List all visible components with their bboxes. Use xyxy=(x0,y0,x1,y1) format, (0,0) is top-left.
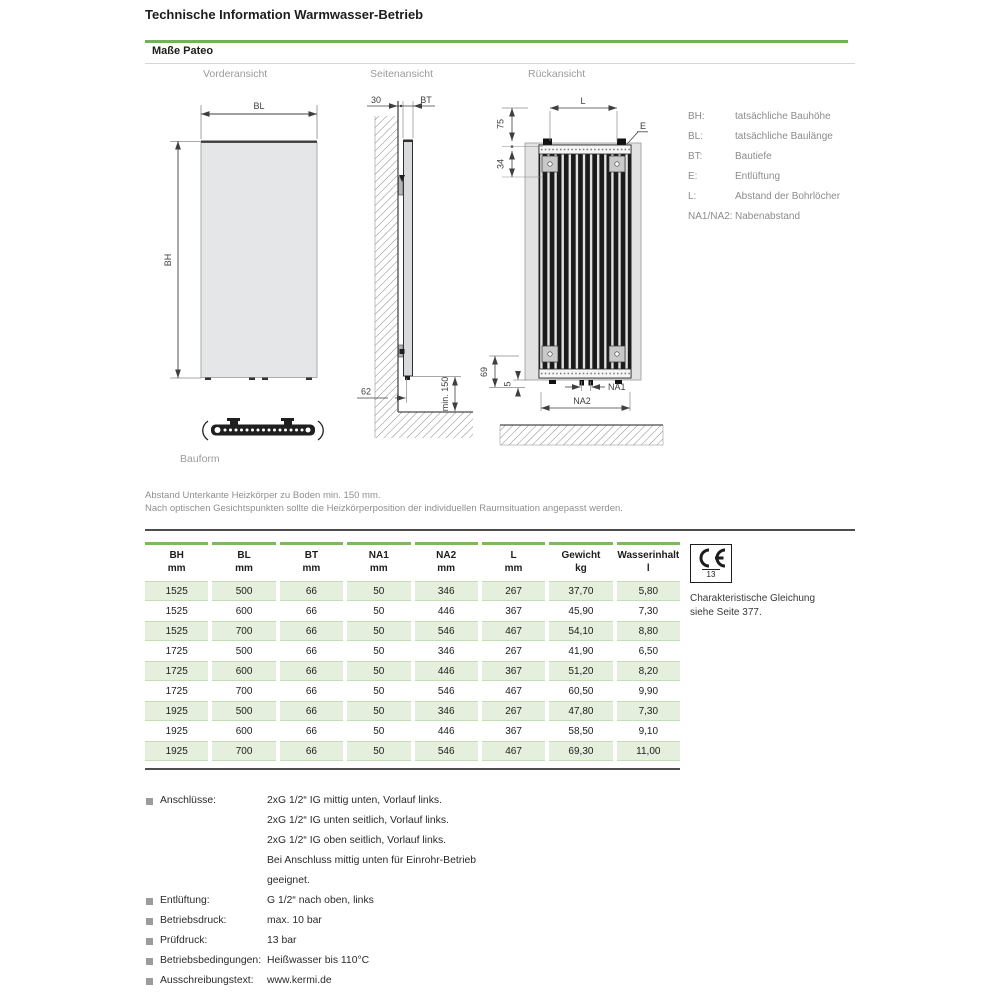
table-cell: 50 xyxy=(373,725,385,737)
table-cell: 50 xyxy=(347,621,410,641)
col-label: BL xyxy=(237,550,251,561)
spec-values xyxy=(267,791,476,891)
table-cell: 346 xyxy=(437,645,455,657)
table-cell: 1525 xyxy=(145,581,208,601)
col-label: Wasserinhalt xyxy=(617,550,680,561)
legend-item xyxy=(688,110,840,123)
col-header-na1 xyxy=(347,542,410,581)
spec-item-betriebsbedingungen xyxy=(145,951,476,971)
table-cell: 51,20 xyxy=(549,661,612,681)
table-cell: 367 xyxy=(505,605,522,617)
table-cell: 50 xyxy=(347,701,410,721)
spec-value-line: 13 bar xyxy=(267,935,297,946)
table-cell: 267 xyxy=(482,701,545,721)
spec-value-line: Bei Anschluss mittig unten für Einrohr-Betrieb xyxy=(267,855,477,866)
spec-value-line: Heißwasser bis 110°C xyxy=(267,955,370,966)
spec-item-entlueftung xyxy=(145,891,476,911)
rear-view-drawing xyxy=(479,96,663,445)
gray-rule xyxy=(145,63,855,64)
col-header-bt xyxy=(280,542,343,581)
table-row xyxy=(145,621,680,641)
legend-item xyxy=(688,130,840,143)
table-cell: 45,90 xyxy=(568,605,594,617)
col-unit: mm xyxy=(437,563,456,574)
section-title: Maße Pateo xyxy=(152,45,214,57)
table-cell: 1925 xyxy=(145,741,208,761)
table-cell: 50 xyxy=(373,605,385,617)
legend-abbr: NA1/NA2: xyxy=(688,211,733,222)
table-row xyxy=(145,721,680,741)
bauform-drawing xyxy=(180,418,323,465)
spec-value-line: geeignet. xyxy=(267,875,310,886)
table-cell: 66 xyxy=(280,621,343,641)
table-cell: 446 xyxy=(415,661,478,681)
table-top-rule xyxy=(145,529,855,531)
legend-item xyxy=(688,190,840,203)
table-cell: 9,10 xyxy=(638,725,659,737)
dimensions-table xyxy=(141,542,684,761)
col-header-wasserinhalt xyxy=(617,542,680,581)
table-cell: 69,30 xyxy=(549,741,612,761)
front-view-label: Vorderansicht xyxy=(203,68,268,80)
col-label: NA1 xyxy=(368,550,389,561)
bauform-label: Bauform xyxy=(180,453,220,465)
legend-text: Nabenabstand xyxy=(735,211,801,222)
dim-label-69: 69 xyxy=(479,366,489,378)
table-row xyxy=(145,741,680,761)
legend-abbr: BT: xyxy=(688,151,703,162)
spec-label: Ausschreibungstext: xyxy=(160,975,254,986)
ce-note-line: Charakteristische Gleichung xyxy=(690,593,816,604)
col-unit: mm xyxy=(504,563,523,574)
side-view-drawing xyxy=(357,95,473,438)
specs-list xyxy=(145,791,476,991)
side-view-label: Seitenansicht xyxy=(370,68,434,80)
rear-view-label: Rückansicht xyxy=(528,68,586,80)
spec-item-pruefdruck xyxy=(145,931,476,951)
table-cell: 700 xyxy=(212,621,275,641)
table-cell: 367 xyxy=(482,661,545,681)
col-unit: mm xyxy=(167,563,186,574)
table-cell: 1725 xyxy=(145,661,208,681)
table-row xyxy=(145,701,680,721)
col-unit: mm xyxy=(369,563,388,574)
table-cell: 546 xyxy=(415,621,478,641)
col-header-gewicht xyxy=(549,542,612,581)
col-header-na2 xyxy=(415,542,478,581)
table-cell: 7,30 xyxy=(617,701,680,721)
col-label: Gewicht xyxy=(561,550,601,561)
legend-text: Abstand der Bohrlöcher xyxy=(735,191,841,202)
table-cell: 58,50 xyxy=(568,725,594,737)
spec-label: Betriebsdruck: xyxy=(160,915,227,926)
table-cell: 37,70 xyxy=(549,581,612,601)
table-cell: 546 xyxy=(415,741,478,761)
dim-label-75: 75 xyxy=(495,118,506,130)
col-header-bh xyxy=(145,542,208,581)
ce-note-line: siehe Seite 377. xyxy=(690,606,762,618)
dim-label-bt: BT xyxy=(420,95,432,105)
dim-label-5: 5 xyxy=(502,381,513,387)
table-cell: 8,80 xyxy=(617,621,680,641)
legend-text: tatsächliche Bauhöhe xyxy=(735,111,831,122)
col-header-bl xyxy=(212,542,275,581)
legend-abbr: BH: xyxy=(688,111,705,122)
note-line: Abstand Unterkante Heizkörper zu Boden min. 150 mm. xyxy=(145,490,381,501)
dim-label-l: L xyxy=(580,96,586,106)
legend-abbr: BL: xyxy=(688,131,704,142)
table-cell: 367 xyxy=(505,725,522,737)
table-cell: 7,30 xyxy=(638,605,659,617)
table-row xyxy=(145,641,680,661)
table-cell: 346 xyxy=(415,581,478,601)
col-unit: l xyxy=(646,563,650,574)
table-row xyxy=(145,601,680,621)
page-title: Technische Information Warmwasser-Betrieb xyxy=(145,7,424,22)
technical-drawing xyxy=(145,93,680,471)
table-cell: 600 xyxy=(235,605,253,617)
table-cell: 600 xyxy=(212,661,275,681)
table-cell: 11,00 xyxy=(617,741,680,761)
table-cell: 500 xyxy=(212,701,275,721)
dim-label-bh: BH xyxy=(163,253,173,267)
table-cell: 5,80 xyxy=(617,581,680,601)
legend-abbr: L: xyxy=(688,191,697,202)
spec-value-line: www.kermi.de xyxy=(267,975,332,986)
ce-number: 13 xyxy=(702,569,721,579)
spec-label: Prüfdruck: xyxy=(160,935,208,946)
square-bullet-icon xyxy=(146,938,153,945)
table-cell: 500 xyxy=(235,645,253,657)
table-cell: 47,80 xyxy=(549,701,612,721)
table-cell: 1725 xyxy=(165,685,188,697)
square-bullet-icon xyxy=(146,918,153,925)
spec-value-line: 2xG 1/2“ IG oben seitlich, Vorlauf links. xyxy=(267,835,447,846)
spec-label: Anschlüsse: xyxy=(160,795,217,806)
col-header-l xyxy=(482,542,545,581)
col-label: BT xyxy=(304,550,319,561)
table-cell: 8,20 xyxy=(617,661,680,681)
table-cell: 9,90 xyxy=(638,685,659,697)
col-unit: mm xyxy=(302,563,321,574)
legend-text: Bautiefe xyxy=(735,151,772,162)
table-cell: 700 xyxy=(212,741,275,761)
front-view-drawing xyxy=(163,101,317,380)
table-cell: 1925 xyxy=(165,725,188,737)
table-row xyxy=(145,581,680,601)
dim-label-min150: min. 150 xyxy=(440,376,450,412)
square-bullet-icon xyxy=(146,958,153,965)
table-cell: 66 xyxy=(305,645,317,657)
square-bullet-icon xyxy=(146,978,153,985)
table-cell: 1525 xyxy=(165,605,188,617)
table-cell: 267 xyxy=(482,581,545,601)
table-cell: 66 xyxy=(280,701,343,721)
table-cell: 1725 xyxy=(165,645,188,657)
table-header-row xyxy=(145,542,680,581)
table-cell: 41,90 xyxy=(568,645,594,657)
table-cell: 66 xyxy=(280,741,343,761)
legend-abbr: E: xyxy=(688,171,698,182)
table-cell: 700 xyxy=(235,685,253,697)
table-cell: 66 xyxy=(305,605,317,617)
ce-logo-icon xyxy=(696,547,726,569)
table-cell: 467 xyxy=(505,685,522,697)
table-cell: 6,50 xyxy=(638,645,659,657)
legend-text: tatsächliche Baulänge xyxy=(735,131,833,142)
square-bullet-icon xyxy=(146,898,153,905)
ce-note xyxy=(690,592,815,619)
legend-text: Entlüftung xyxy=(735,171,781,182)
table-cell: 54,10 xyxy=(549,621,612,641)
spec-value-line: 2xG 1/2“ IG mittig unten, Vorlauf links. xyxy=(267,795,442,806)
table-cell: 66 xyxy=(280,581,343,601)
legend-item xyxy=(688,210,840,223)
spec-label: Betriebsbedingungen: xyxy=(160,955,262,966)
dim-label-na2: NA2 xyxy=(573,396,591,406)
table-cell: 66 xyxy=(280,661,343,681)
dim-label-na1: NA1 xyxy=(608,382,626,392)
table-cell: 467 xyxy=(482,621,545,641)
note-line: Nach optischen Gesichtspunkten sollte die Heizkörperposition der individuellen Raumsituation angepasst werden. xyxy=(145,503,623,514)
ce-mark xyxy=(690,544,732,583)
table-cell: 1925 xyxy=(145,701,208,721)
dim-label-34: 34 xyxy=(495,158,506,170)
table-cell: 50 xyxy=(347,741,410,761)
table-cell: 346 xyxy=(415,701,478,721)
dimension-legend xyxy=(688,110,840,230)
table-cell: 446 xyxy=(437,605,455,617)
spec-value-line: 2xG 1/2“ IG unten seitlich, Vorlauf links. xyxy=(267,815,449,826)
table-bottom-rule xyxy=(145,768,680,770)
dim-label-62: 62 xyxy=(360,386,372,397)
spec-item-betriebsdruck xyxy=(145,911,476,931)
dim-label-bl: BL xyxy=(253,101,265,111)
table-cell: 66 xyxy=(305,725,317,737)
table-cell: 467 xyxy=(482,741,545,761)
spec-item-ausschreibungstext xyxy=(145,971,476,991)
table-row xyxy=(145,681,680,701)
col-unit: kg xyxy=(575,563,587,574)
table-cell: 50 xyxy=(347,581,410,601)
table-cell: 446 xyxy=(437,725,455,737)
spec-label: Entlüftung: xyxy=(160,895,210,906)
green-rule xyxy=(145,40,848,43)
table-cell: 600 xyxy=(235,725,253,737)
col-label: BH xyxy=(169,550,184,561)
table-cell: 50 xyxy=(373,685,385,697)
square-bullet-icon xyxy=(146,798,153,805)
floor-distance-note xyxy=(145,489,623,515)
spec-value-line: G 1/2“ nach oben, links xyxy=(267,895,374,906)
spec-value-line: max. 10 bar xyxy=(267,915,322,926)
spec-table-body xyxy=(145,581,680,761)
table-cell: 50 xyxy=(347,661,410,681)
dim-label-e: E xyxy=(640,121,647,131)
legend-item xyxy=(688,170,840,183)
col-label: L xyxy=(510,550,517,561)
table-row xyxy=(145,661,680,681)
table-cell: 60,50 xyxy=(568,685,594,697)
dim-label-30: 30 xyxy=(370,95,382,105)
legend-item xyxy=(688,150,840,163)
table-cell: 1525 xyxy=(145,621,208,641)
table-cell: 546 xyxy=(437,685,455,697)
col-unit: mm xyxy=(235,563,253,574)
table-cell: 267 xyxy=(505,645,522,657)
table-cell: 500 xyxy=(212,581,275,601)
col-label: NA2 xyxy=(436,550,457,561)
table-cell: 50 xyxy=(373,645,385,657)
spec-item-anschluesse xyxy=(145,791,476,891)
table-cell: 66 xyxy=(305,685,317,697)
